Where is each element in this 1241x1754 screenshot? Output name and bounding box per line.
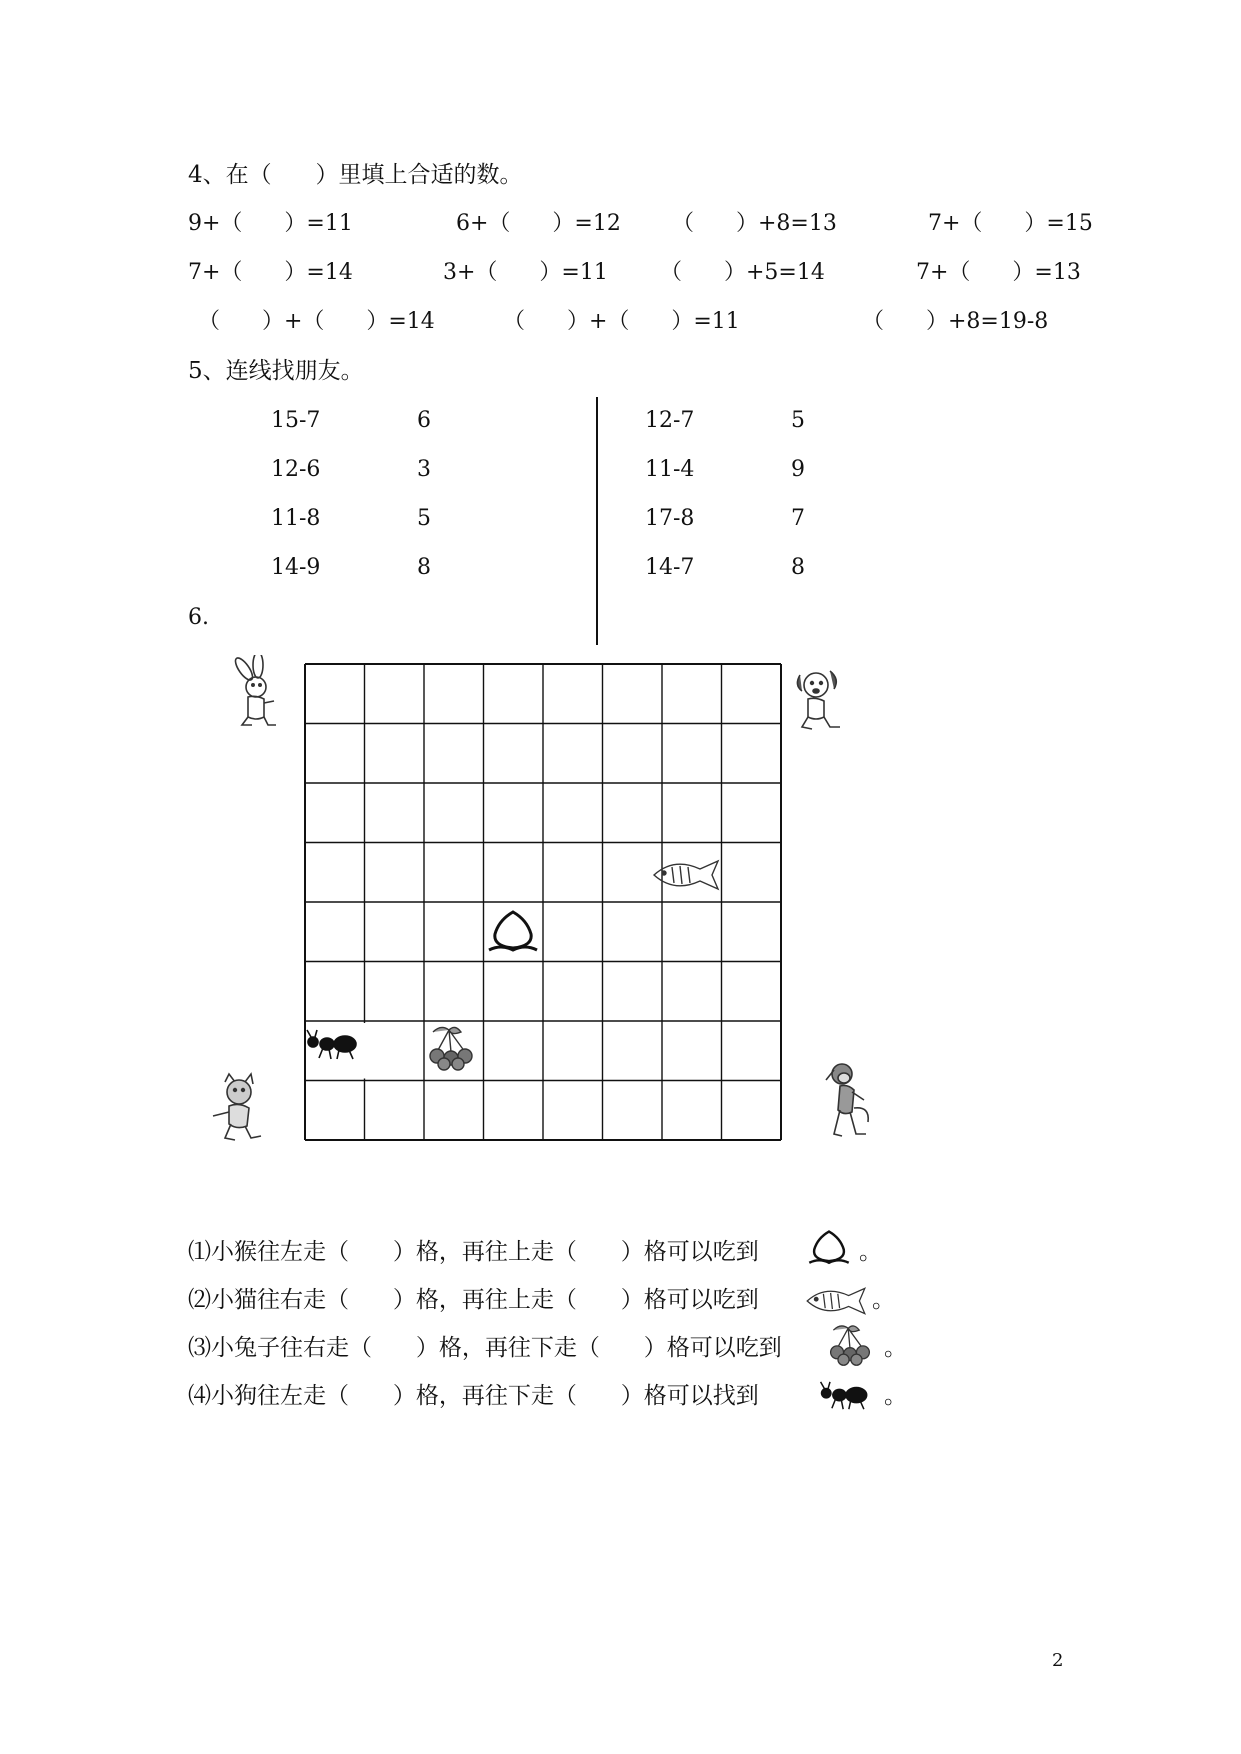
page-number: 2 xyxy=(1052,1650,1064,1671)
q5-left-expression: 15-7 xyxy=(271,408,321,433)
q6-question: ⑵小猫往右走（ ）格，再往上走（ ）格可以吃到 xyxy=(188,1287,759,1313)
ant-icon xyxy=(305,1028,363,1062)
q5-right-answer: 7 xyxy=(791,506,805,531)
q5-right-answer: 8 xyxy=(791,555,805,580)
q5-left-answer: 6 xyxy=(417,408,431,433)
dog-icon xyxy=(790,665,846,735)
peach-icon xyxy=(485,908,541,956)
q4-item: （ ）+（ ）=14 xyxy=(198,309,435,334)
fish-icon xyxy=(803,1283,869,1319)
rabbit-icon xyxy=(228,655,288,731)
q5-title: 5、连线找朋友。 xyxy=(188,358,364,384)
q5-left-answer: 3 xyxy=(417,457,431,482)
q6-question-suffix: 。 xyxy=(884,1383,907,1409)
q5-right-answer: 9 xyxy=(791,457,805,482)
q5-right-expression: 12-7 xyxy=(645,408,695,433)
monkey-icon xyxy=(820,1060,878,1144)
q4-item: 9+（ ）=11 xyxy=(188,211,353,236)
q6-question: ⑷小狗往左走（ ）格，再往下走（ ）格可以找到 xyxy=(188,1383,759,1409)
q4-item: 7+（ ）=14 xyxy=(188,260,353,285)
q6-question: ⑶小兔子往右走（ ）格，再往下走（ ）格可以吃到 xyxy=(188,1335,782,1361)
q4-item: 3+（ ）=11 xyxy=(443,260,608,285)
q5-right-expression: 17-8 xyxy=(645,506,695,531)
q5-right-expression: 14-7 xyxy=(645,555,695,580)
cherries-icon xyxy=(425,1022,477,1072)
cherries-icon xyxy=(826,1320,874,1368)
q4-item: （ ）+（ ）=11 xyxy=(503,309,740,334)
q5-left-answer: 5 xyxy=(417,506,431,531)
q5-left-expression: 12-6 xyxy=(271,457,321,482)
q4-item: （ ）+5=14 xyxy=(660,260,825,285)
q4-item: 7+（ ）=15 xyxy=(928,211,1093,236)
q6-question-suffix: 。 xyxy=(859,1239,882,1265)
q6-label: 6. xyxy=(188,605,209,630)
peach-icon xyxy=(806,1228,852,1268)
q6-question-suffix: 。 xyxy=(872,1287,895,1313)
q4-item: （ ）+8=19-8 xyxy=(862,309,1049,334)
q5-left-expression: 14-9 xyxy=(271,555,321,580)
ant-icon xyxy=(818,1380,874,1412)
q6-question-suffix: 。 xyxy=(884,1335,907,1361)
q4-item: 6+（ ）=12 xyxy=(456,211,621,236)
q4-title: 4、在（ ）里填上合适的数。 xyxy=(188,162,523,188)
fish-icon xyxy=(650,855,722,895)
q5-right-answer: 5 xyxy=(791,408,805,433)
q5-left-answer: 8 xyxy=(417,555,431,580)
q5-left-expression: 11-8 xyxy=(271,506,321,531)
q4-item: （ ）+8=13 xyxy=(672,211,837,236)
q6-question: ⑴小猴往左走（ ）格，再往上走（ ）格可以吃到 xyxy=(188,1239,759,1265)
q5-right-expression: 11-4 xyxy=(645,457,695,482)
q4-item: 7+（ ）=13 xyxy=(916,260,1081,285)
cat-icon xyxy=(205,1072,269,1146)
